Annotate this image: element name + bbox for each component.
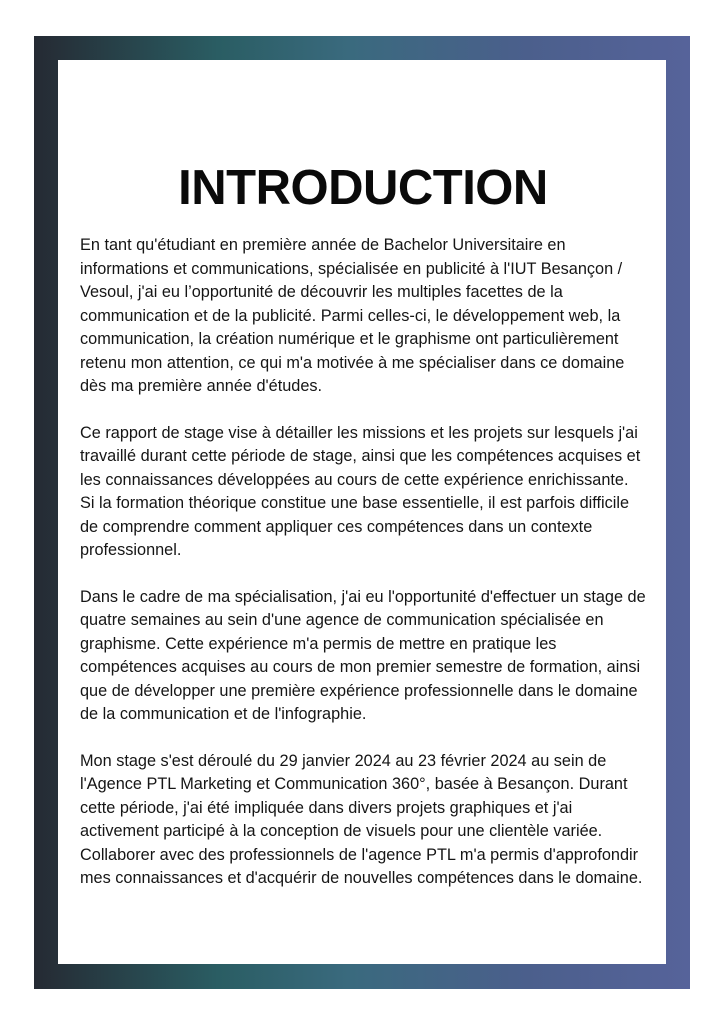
document-page (58, 60, 666, 964)
page-title: INTRODUCTION (178, 161, 548, 215)
paragraph-1: En tant qu'étudiant en première année de Bachelor Universitaire en informations et communications, spécialisée en publicité à l'IUT Besançon / Vesoul, j'ai eu l’opportunité de découvrir les multiples facettes de la communication et de la publicité. Parmi celles-ci, le développement web, la communication, la création numérique et le graphisme ont particulièrement retenu mon attention, ce qui m'a motivée à me spécialiser dans ce domaine dès ma première année d'études. (80, 236, 625, 395)
page-border-frame (34, 36, 690, 989)
paragraph-3: Dans le cadre de ma spécialisation, j'ai eu l'opportunité d'effectuer un stage de quatre semaines au sein d'une agence de communication spécialisée en graphisme. Cette expérience m'a permis de mettre en pratique les compétences acquises au cours de mon premier semestre de formation, ainsi que de développer une première expérience professionnelle dans le domaine de la communication et de l'infographie. (80, 587, 646, 723)
paragraph-4: Mon stage s'est déroulé du 29 janvier 2024 au 23 février 2024 au sein de l'Agence PTL Marketing et Communication 360°, basée à Besançon. Durant cette période, j'ai été impliquée dans divers projets graphiques et j'ai activement participé à la conception de visuels pour une clientèle variée. Collaborer avec des professionnels de l'agence PTL m'a permis d'approfondir mes connaissances et d'acquérir de nouvelles compétences dans le domaine. (80, 751, 643, 887)
paragraph-2: Ce rapport de stage vise à détailler les missions et les projets sur lesquels j'ai travaillé durant cette période de stage, ainsi que les compétences acquises et les connaissances développées au cours de cette expérience enrichissante. Si la formation théorique constitue une base essentielle, il est parfois difficile de comprendre comment appliquer ces compétences dans un contexte professionnel. (80, 423, 641, 559)
